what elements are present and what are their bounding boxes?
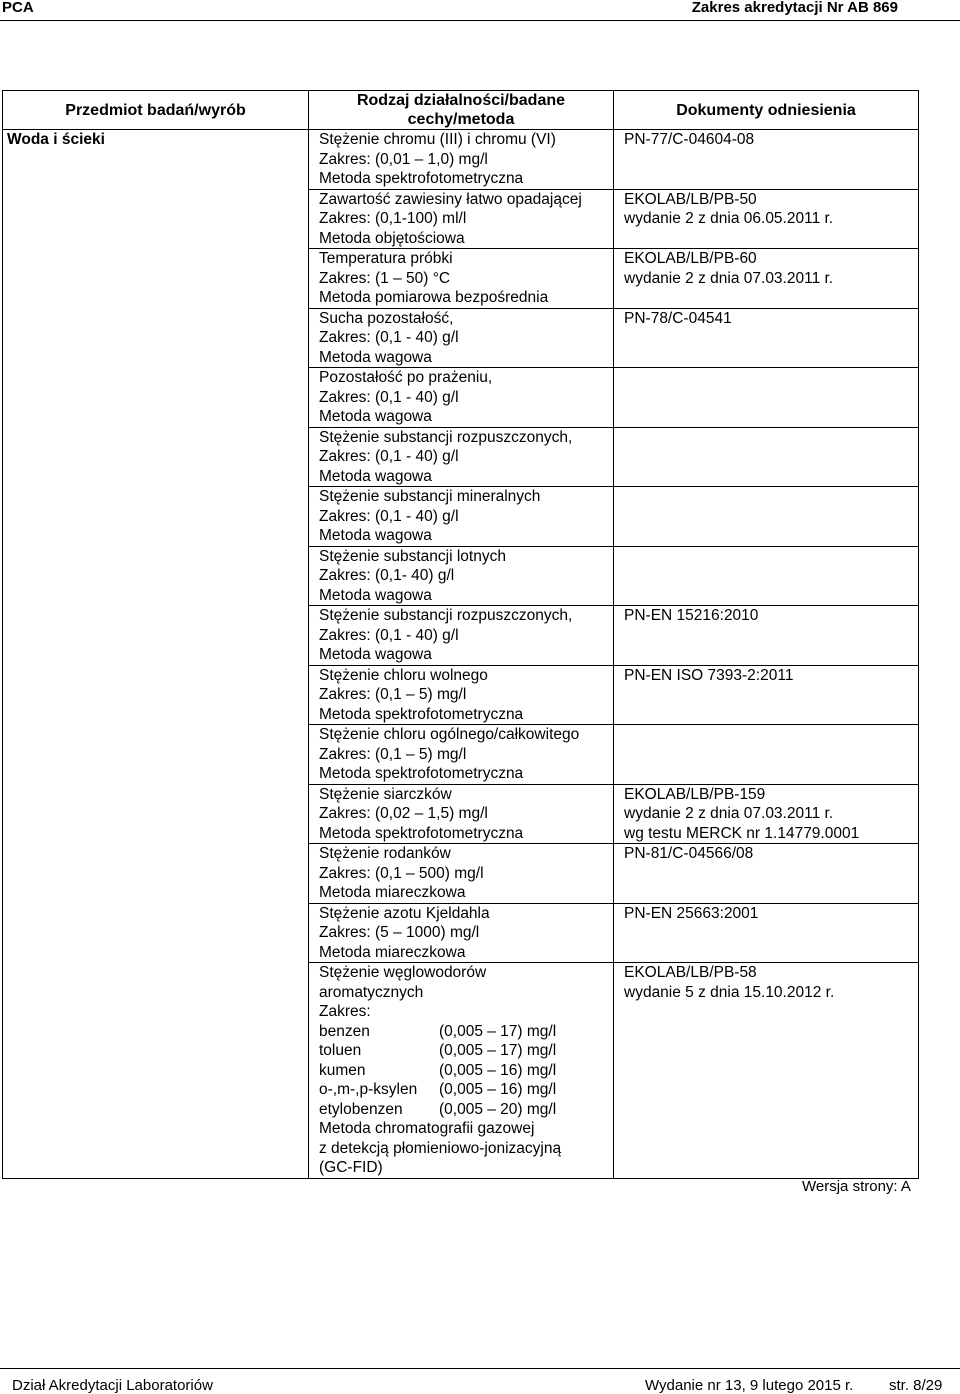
cell-line: Temperatura próbki bbox=[319, 250, 453, 267]
cell-line: EKOLAB/LB/PB-50 bbox=[624, 190, 757, 208]
reference-cell bbox=[614, 606, 919, 666]
compound-range: (0,005 – 16) mg/l bbox=[439, 1061, 557, 1079]
cell-line: Zakres: (0,1 - 40) g/l bbox=[319, 507, 459, 525]
page-footer bbox=[0, 1368, 960, 1394]
cell-line: PN-78/C-04541 bbox=[624, 309, 732, 327]
cell-line: Zakres: (0,1 – 500) mg/l bbox=[319, 864, 484, 882]
cell-line: Zakres: bbox=[319, 1003, 371, 1020]
compound-item bbox=[319, 1061, 613, 1081]
cell-line: wg testu MERCK nr 1.14779.0001 bbox=[624, 824, 860, 842]
compound-name: etylobenzen bbox=[319, 1100, 403, 1118]
cell-line: Stężenie substancji lotnych bbox=[319, 547, 506, 565]
column-header-reference: Dokumenty odniesienia bbox=[614, 91, 919, 130]
cell-line: Zakres: (0,1 - 40) g/l bbox=[319, 626, 459, 644]
cell-line: Sucha pozostałość, bbox=[319, 309, 454, 327]
cell-line: PN-EN 15216:2010 bbox=[624, 607, 759, 624]
cell-line: Metoda wagowa bbox=[319, 586, 432, 604]
reference-cell bbox=[614, 665, 919, 725]
property-cell bbox=[309, 903, 614, 963]
cell-line: Stężenie chloru wolnego bbox=[319, 666, 488, 684]
cell-line: Stężenie azotu Kjeldahla bbox=[319, 904, 490, 922]
cell-line: Stężenie węglowodorów bbox=[319, 964, 487, 981]
compound-item bbox=[319, 1080, 613, 1100]
cell-line: Metoda wagowa bbox=[319, 467, 432, 485]
compound-range: (0,005 – 16) mg/l bbox=[439, 1081, 557, 1098]
cell-line: Metoda spektrofotometryczna bbox=[319, 824, 524, 842]
cell-line: z detekcją płomieniowo-jonizacyjną bbox=[319, 1139, 562, 1157]
header-org: PCA bbox=[2, 0, 34, 16]
property-cell bbox=[309, 725, 614, 785]
footer-edition: Wydanie nr 13, 9 lutego 2015 r. bbox=[645, 1377, 854, 1394]
compound-range: (0,005 – 17) mg/l bbox=[439, 1042, 557, 1059]
cell-line: Zakres: (0,1-100) ml/l bbox=[319, 210, 467, 227]
reference-cell bbox=[614, 189, 919, 249]
reference-cell bbox=[614, 308, 919, 368]
cell-line: PN-EN 25663:2001 bbox=[624, 904, 759, 922]
cell-line: wydanie 2 z dnia 07.03.2011 r. bbox=[624, 805, 834, 822]
page-version: Wersja strony: A bbox=[802, 1178, 911, 1195]
cell-line: Zakres: (1 – 50) °C bbox=[319, 269, 451, 287]
cell-line: Stężenie chloru ogólnego/całkowitego bbox=[319, 726, 580, 743]
cell-line: Zakres: (0,1 - 40) g/l bbox=[319, 329, 459, 346]
cell-line: Stężenie siarczków bbox=[319, 785, 452, 803]
table-header-row bbox=[3, 91, 919, 130]
property-cell bbox=[309, 606, 614, 666]
header-title: Zakres akredytacji Nr AB 869 bbox=[691, 0, 898, 16]
property-cell bbox=[309, 189, 614, 249]
cell-line: Metoda wagowa bbox=[319, 408, 432, 425]
footer-page-number: str. 8/29 bbox=[889, 1377, 943, 1394]
property-cell bbox=[309, 249, 614, 309]
reference-cell bbox=[614, 844, 919, 904]
reference-cell bbox=[614, 427, 919, 487]
reference-cell bbox=[614, 130, 919, 190]
reference-cell bbox=[614, 487, 919, 547]
reference-cell bbox=[614, 725, 919, 785]
cell-line: Zakres: (0,1- 40) g/l bbox=[319, 567, 455, 584]
compound-range: (0,005 – 20) mg/l bbox=[439, 1100, 557, 1118]
cell-line: wydanie 2 z dnia 06.05.2011 r. bbox=[624, 210, 834, 227]
cell-line: aromatycznych bbox=[319, 983, 424, 1001]
property-cell bbox=[309, 130, 614, 190]
compound-name: kumen bbox=[319, 1061, 366, 1079]
cell-line: Metoda miareczkowa bbox=[319, 943, 466, 961]
cell-line: PN-77/C-04604-08 bbox=[624, 131, 755, 148]
cell-line: Zakres: (5 – 1000) mg/l bbox=[319, 924, 480, 941]
reference-cell bbox=[614, 903, 919, 963]
cell-line: Stężenie chromu (III) i chromu (VI) bbox=[319, 131, 556, 148]
cell-line: Stężenie substancji rozpuszczonych, bbox=[319, 607, 573, 624]
cell-line: Metoda objętościowa bbox=[319, 229, 465, 247]
accreditation-table bbox=[2, 90, 919, 1179]
property-cell bbox=[309, 487, 614, 547]
cell-line: Metoda miareczkowa bbox=[319, 884, 466, 901]
cell-line: Zakres: (0,1 – 5) mg/l bbox=[319, 745, 467, 763]
cell-line: Metoda wagowa bbox=[319, 348, 432, 366]
reference-cell bbox=[614, 784, 919, 844]
cell-line: Metoda spektrofotometryczna bbox=[319, 170, 524, 187]
property-cell bbox=[309, 546, 614, 606]
cell-line: Zakres: (0,1 - 40) g/l bbox=[319, 448, 459, 465]
cell-line: EKOLAB/LB/PB-60 bbox=[624, 250, 757, 267]
cell-line: PN-EN ISO 7393-2:2011 bbox=[624, 666, 794, 684]
property-cell bbox=[309, 665, 614, 725]
cell-line: Stężenie substancji rozpuszczonych, bbox=[319, 428, 573, 446]
cell-line: Stężenie rodanków bbox=[319, 845, 451, 862]
column-header-property: Rodzaj działalności/badane cechy/metoda bbox=[309, 91, 614, 130]
compound-name: toluen bbox=[319, 1042, 362, 1059]
compound-item bbox=[319, 1100, 613, 1120]
cell-line: EKOLAB/LB/PB-58 bbox=[624, 964, 757, 981]
property-cell bbox=[309, 963, 614, 1179]
cell-line: Metoda wagowa bbox=[319, 527, 432, 544]
column-header-subject: Przedmiot badań/wyrób bbox=[3, 91, 309, 130]
property-cell bbox=[309, 427, 614, 487]
cell-line: Metoda spektrofotometryczna bbox=[319, 765, 524, 782]
compound-range: (0,005 – 17) mg/l bbox=[439, 1022, 557, 1040]
cell-line: wydanie 2 z dnia 07.03.2011 r. bbox=[624, 269, 834, 287]
footer-department: Dział Akredytacji Laboratoriów bbox=[12, 1377, 213, 1394]
property-cell bbox=[309, 784, 614, 844]
subject-cell: Woda i ścieki bbox=[3, 130, 309, 1179]
property-cell bbox=[309, 308, 614, 368]
reference-cell bbox=[614, 963, 919, 1179]
property-cell bbox=[309, 844, 614, 904]
cell-line: Metoda chromatografii gazowej bbox=[319, 1120, 535, 1137]
cell-line: (GC-FID) bbox=[319, 1159, 383, 1176]
compound-item bbox=[319, 1041, 613, 1061]
cell-line: Metoda spektrofotometryczna bbox=[319, 705, 524, 723]
cell-line: Stężenie substancji mineralnych bbox=[319, 488, 541, 505]
cell-line: Zawartość zawiesiny łatwo opadającej bbox=[319, 190, 582, 208]
compound-name: o-,m-,p-ksylen bbox=[319, 1081, 418, 1098]
compound-item bbox=[319, 1022, 613, 1042]
table-row bbox=[3, 130, 919, 190]
property-cell bbox=[309, 368, 614, 428]
cell-line: EKOLAB/LB/PB-159 bbox=[624, 785, 766, 803]
cell-line: wydanie 5 z dnia 15.10.2012 r. bbox=[624, 983, 835, 1001]
cell-line: Zakres: (0,1 - 40) g/l bbox=[319, 388, 459, 406]
cell-line: Zakres: (0,1 – 5) mg/l bbox=[319, 686, 467, 703]
reference-cell bbox=[614, 368, 919, 428]
cell-line: Metoda wagowa bbox=[319, 646, 432, 663]
reference-cell bbox=[614, 546, 919, 606]
reference-cell bbox=[614, 249, 919, 309]
cell-line: Zakres: (0,01 – 1,0) mg/l bbox=[319, 150, 488, 168]
cell-line: Metoda pomiarowa bezpośrednia bbox=[319, 289, 549, 306]
cell-line: Pozostałość po prażeniu, bbox=[319, 369, 493, 386]
compound-name: benzen bbox=[319, 1022, 370, 1040]
page-header bbox=[0, 0, 960, 21]
cell-line: PN-81/C-04566/08 bbox=[624, 845, 754, 862]
cell-line: Zakres: (0,02 – 1,5) mg/l bbox=[319, 805, 488, 822]
